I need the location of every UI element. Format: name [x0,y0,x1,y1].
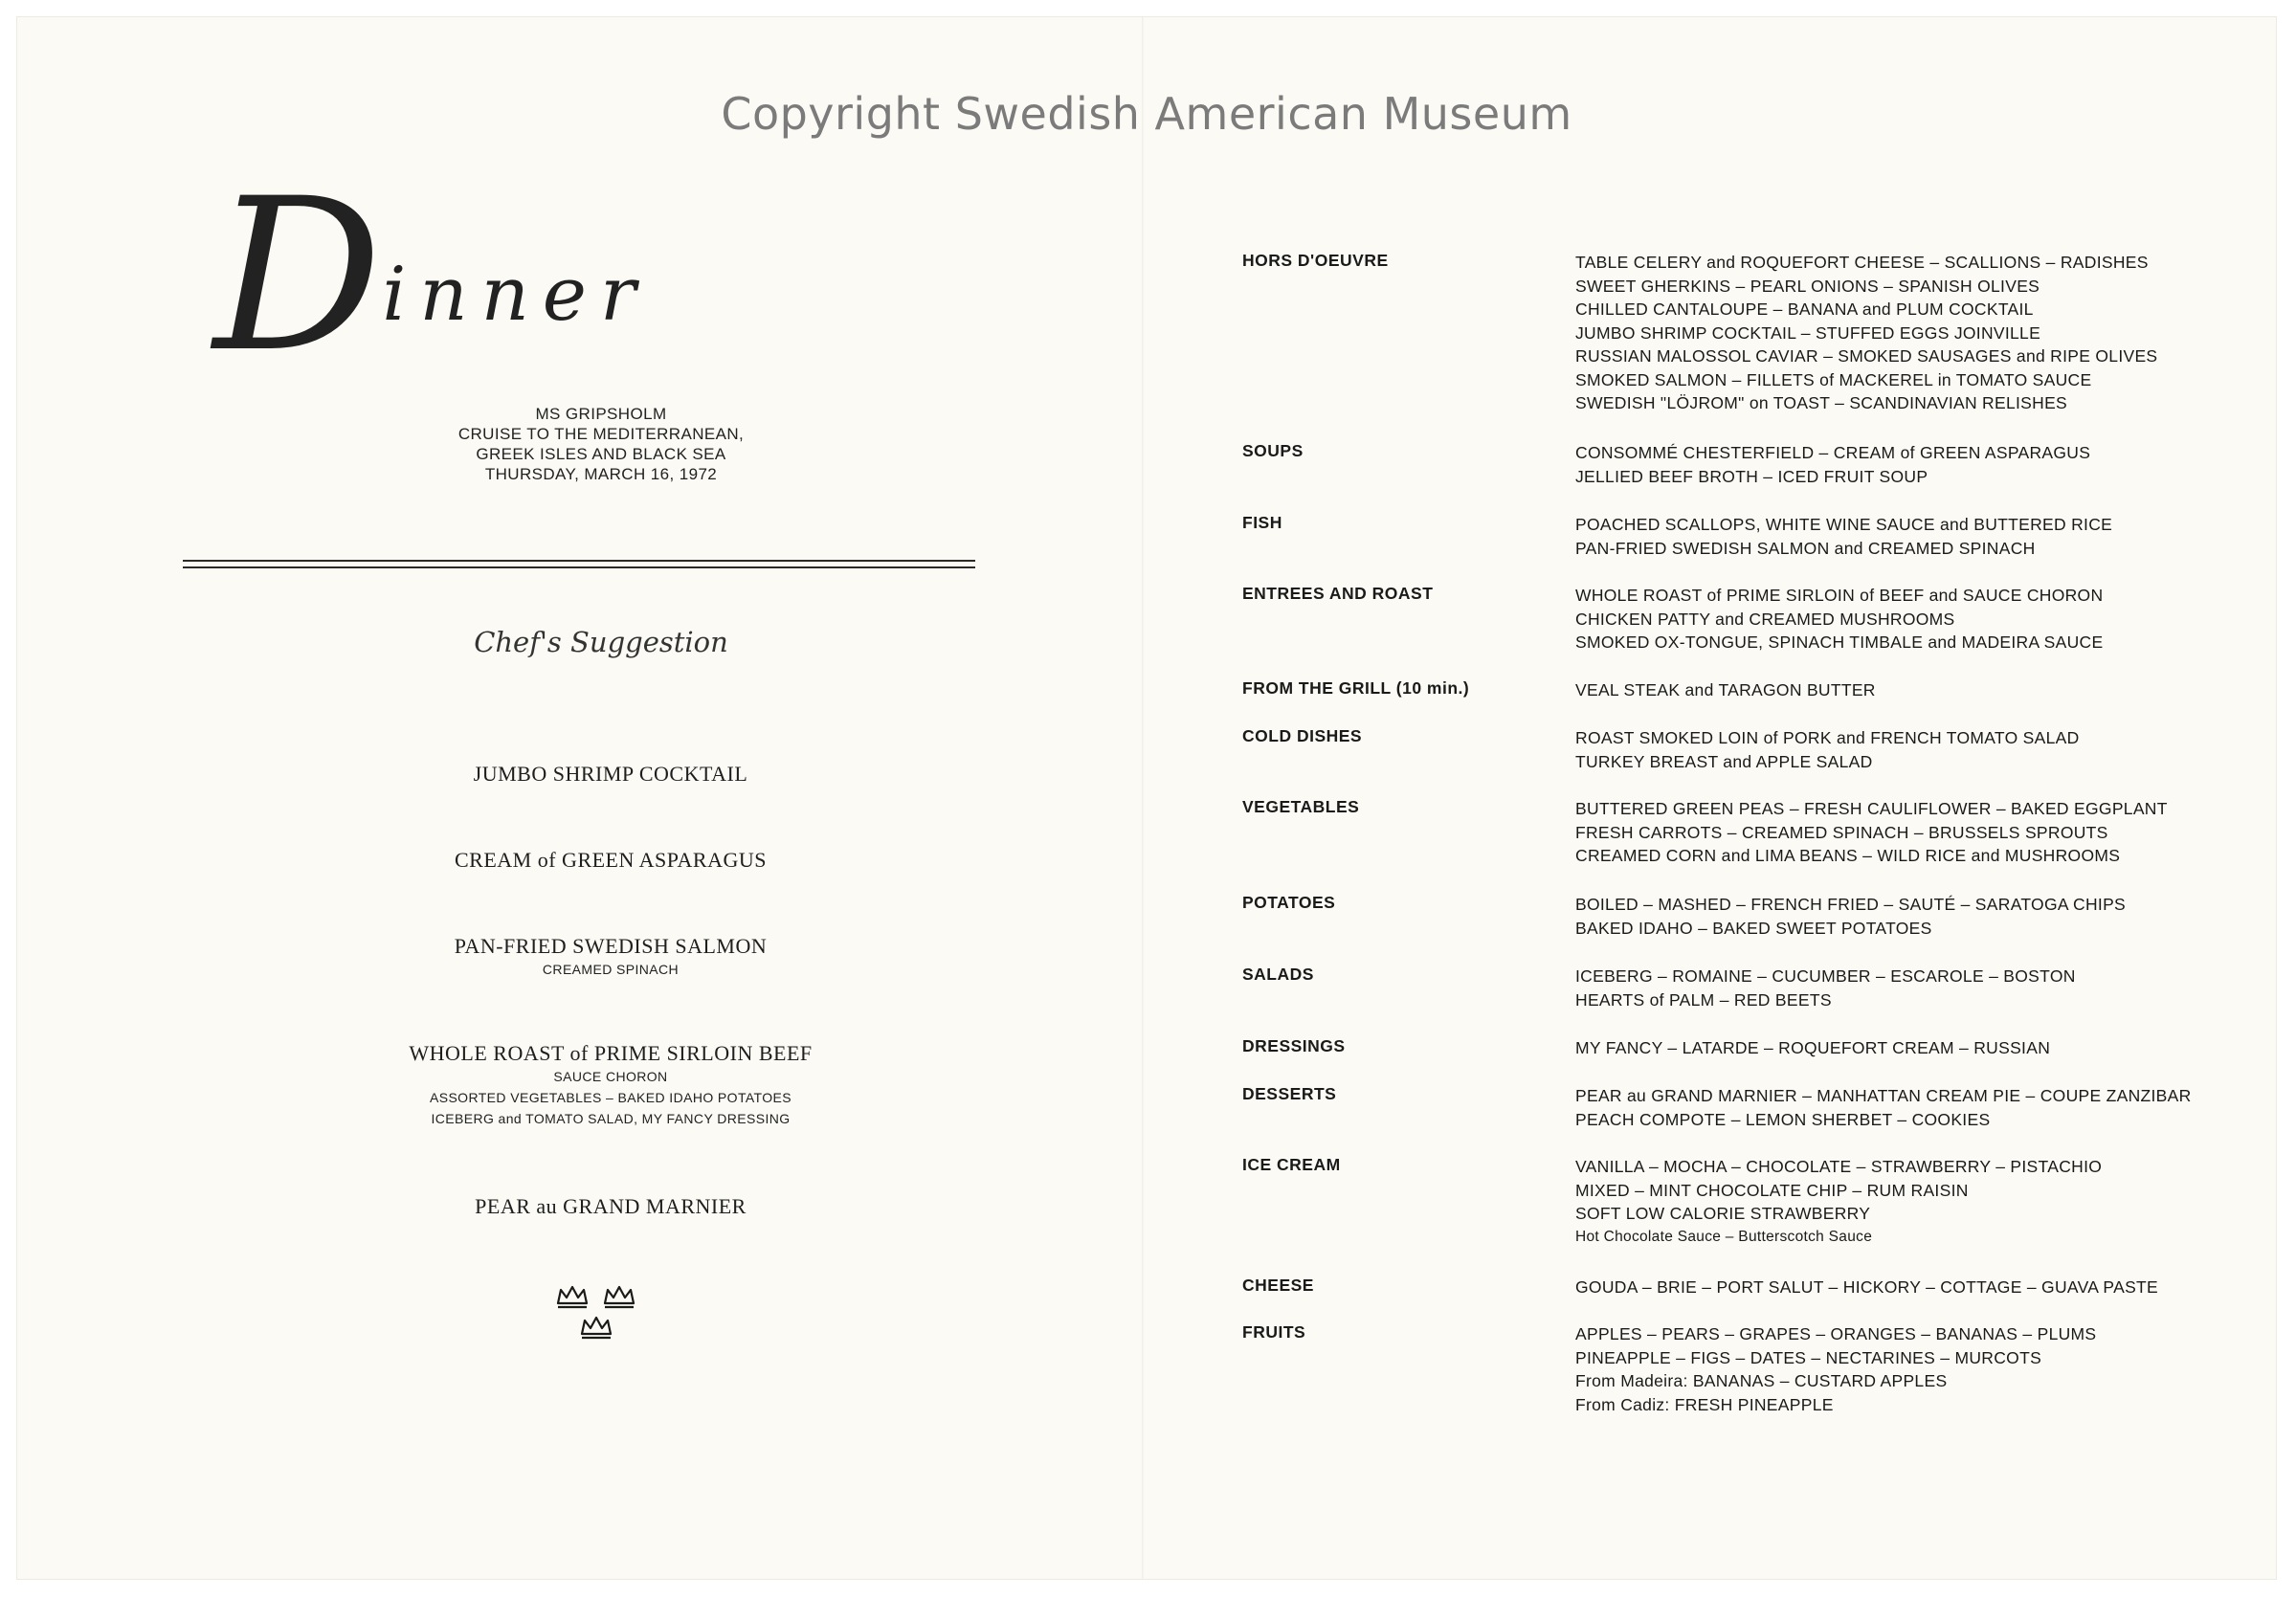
divider-rule [183,566,975,568]
suggestion-dish: WHOLE ROAST of PRIME SIRLOIN BEEF [409,1041,813,1065]
cruise-route-line-2: GREEK ISLES AND BLACK SEA [476,445,726,463]
menu-items [1575,1322,2264,1416]
menu-item: PEAR au GRAND MARNIER – MANHATTAN CREAM PIE – COUPE ZANZIBAR [1575,1086,2192,1105]
menu-item: SMOKED OX-TONGUE, SPINACH TIMBALE and MADEIRA SAUCE [1575,633,2104,652]
menu-item: RUSSIAN MALOSSOL CAVIAR – SMOKED SAUSAGES and RIPE OLIVES [1575,346,2158,366]
menu-items [1575,678,2264,702]
menu-items [1575,893,2264,940]
menu-item: PEACH COMPOTE – LEMON SHERBET – COOKIES [1575,1109,1991,1129]
menu-category: DESSERTS [1242,1084,1337,1103]
dinner-title-rest: inner [382,252,650,338]
menu-items [1575,797,2264,868]
menu-items [1575,965,2264,1011]
menu-items [1575,1084,2264,1131]
suggestion-detail: CREAMED SPINACH [542,962,680,977]
menu-item: JELLIED BEEF BROTH – ICED FRUIT SOUP [1575,466,1928,486]
menu-item: TABLE CELERY and ROQUEFORT CHEESE – SCALLIONS – RADISHES [1575,253,2149,272]
menu-category: HORS D'OEUVRE [1242,251,1389,270]
suggestion-detail: ASSORTED VEGETABLES – BAKED IDAHO POTATOES [429,1090,792,1105]
suggestion-detail: ICEBERG and TOMATO SALAD, MY FANCY DRESSING [431,1111,791,1126]
menu-category: DRESSINGS [1242,1036,1346,1055]
suggestion-item [304,762,917,787]
menu-item: HEARTS of PALM – RED BEETS [1575,989,1832,1010]
menu-item: BAKED IDAHO – BAKED SWEET POTATOES [1575,918,1932,938]
menu-item: Hot Chocolate Sauce – Butterscotch Sauce [1575,1228,1873,1245]
menu-category: COLD DISHES [1242,726,1363,745]
menu-item: SMOKED SALMON – FILLETS of MACKEREL in TOMATO SAUCE [1575,369,2092,389]
menu-items [1575,584,2264,655]
menu-item: FRESH CARROTS – CREAMED SPINACH – BRUSSELS SPROUTS [1575,822,2108,842]
ship-name: MS GRIPSHOLM [535,405,667,423]
menu-category: VEGETABLES [1242,797,1360,816]
menu-item: APPLES – PEARS – GRAPES – ORANGES – BANANAS – PLUMS [1575,1324,2097,1343]
menu-item: JUMBO SHRIMP COCKTAIL – STUFFED EGGS JOINVILLE [1575,322,2041,343]
menu-item: GOUDA – BRIE – PORT SALUT – HICKORY – COTTAGE – GUAVA PASTE [1575,1277,2158,1297]
menu-item: ROAST SMOKED LOIN of PORK and FRENCH TOMATO SALAD [1575,728,2080,747]
menu-category: POTATOES [1242,893,1336,912]
menu-items [1575,1276,2264,1299]
copyright-watermark: Copyright Swedish American Museum [721,88,1572,140]
menu-item: POACHED SCALLOPS, WHITE WINE SAUCE and BUTTERED RICE [1575,515,2113,534]
menu-category: ICE CREAM [1242,1155,1341,1174]
menu-item: BUTTERED GREEN PEAS – FRESH CAULIFLOWER – BAKED EGGPLANT [1575,799,2168,818]
left-panel [17,17,1142,1579]
menu-item: SWEDISH "LÖJROM" on TOAST – SCANDINAVIAN RELISHES [1575,393,2068,412]
menu-item: BOILED – MASHED – FRENCH FRIED – SAUTÉ – SARATOGA CHIPS [1575,895,2127,914]
suggestion-item [304,1194,917,1219]
divider-rule [183,560,975,562]
dinner-title [213,153,650,398]
cruise-route-line-1: CRUISE TO THE MEDITERRANEAN, [457,425,745,443]
menu-category: FROM THE GRILL (10 min.) [1242,678,1470,698]
menu-items [1575,1036,2264,1060]
menu-items [1575,441,2264,488]
menu-item: From Cadiz: FRESH PINEAPPLE [1575,1394,1834,1414]
menu-items [1575,251,2264,415]
menu-item: PINEAPPLE – FIGS – DATES – NECTARINES – MURCOTS [1575,1347,2042,1367]
suggestion-dish: PAN-FRIED SWEDISH SALMON [454,934,768,958]
menu-sheet [17,17,2276,1579]
menu-item: MIXED – MINT CHOCOLATE CHIP – RUM RAISIN [1575,1180,1969,1200]
menu-item: PAN-FRIED SWEDISH SALMON and CREAMED SPINACH [1575,538,2036,558]
menu-category: CHEESE [1242,1276,1314,1295]
menu-item: TURKEY BREAST and APPLE SALAD [1575,751,1873,771]
suggestion-dish: CREAM of GREEN ASPARAGUS [455,848,767,872]
center-fold [1142,17,1144,1579]
menu-item: CHILLED CANTALOUPE – BANANA and PLUM COCKTAIL [1575,300,2034,319]
menu-item: CHICKEN PATTY and CREAMED MUSHROOMS [1575,609,1955,629]
menu-items [1575,1155,2264,1249]
menu-item: VANILLA – MOCHA – CHOCOLATE – STRAWBERRY – PISTACHIO [1575,1157,2103,1176]
menu-category: ENTREES AND ROAST [1242,584,1434,603]
suggestion-item [304,934,917,980]
menu-item: ICEBERG – ROMAINE – CUCUMBER – ESCAROLE – BOSTON [1575,966,2076,986]
menu-item: MY FANCY – LATARDE – ROQUEFORT CREAM – RUSSIAN [1575,1038,2051,1057]
menu-item: SWEET GHERKINS – PEARL ONIONS – SPANISH OLIVES [1575,276,2040,296]
suggestion-detail: SAUCE CHORON [553,1069,668,1084]
suggestion-item [304,848,917,873]
menu-date: THURSDAY, MARCH 16, 1972 [484,465,718,483]
dinner-title-initial: D [213,153,383,398]
menu-item: SOFT LOW CALORIE STRAWBERRY [1575,1204,1871,1223]
menu-items [1575,726,2264,773]
cruise-info [362,404,840,484]
menu-category: FRUITS [1242,1322,1306,1342]
three-crowns-icon [553,1282,639,1349]
menu-items [1575,513,2264,560]
menu-item: CONSOMMÉ CHESTERFIELD – CREAM of GREEN ASPARAGUS [1575,443,2091,462]
menu-item: From Madeira: BANANAS – CUSTARD APPLES [1575,1371,1948,1390]
menu-item: WHOLE ROAST of PRIME SIRLOIN of BEEF and SAUCE CHORON [1575,586,2104,605]
suggestion-dish: JUMBO SHRIMP COCKTAIL [473,762,748,786]
suggestion-dish: PEAR au GRAND MARNIER [475,1194,747,1218]
menu-category: SALADS [1242,965,1314,984]
menu-item: CREAMED CORN and LIMA BEANS – WILD RICE and MUSHROOMS [1575,846,2121,865]
suggestion-item [304,1041,917,1129]
menu-category: SOUPS [1242,441,1304,460]
chef-suggestion-heading: Chef's Suggestion [474,626,728,658]
menu-item: VEAL STEAK and TARAGON BUTTER [1575,680,1876,699]
menu-category: FISH [1242,513,1282,532]
